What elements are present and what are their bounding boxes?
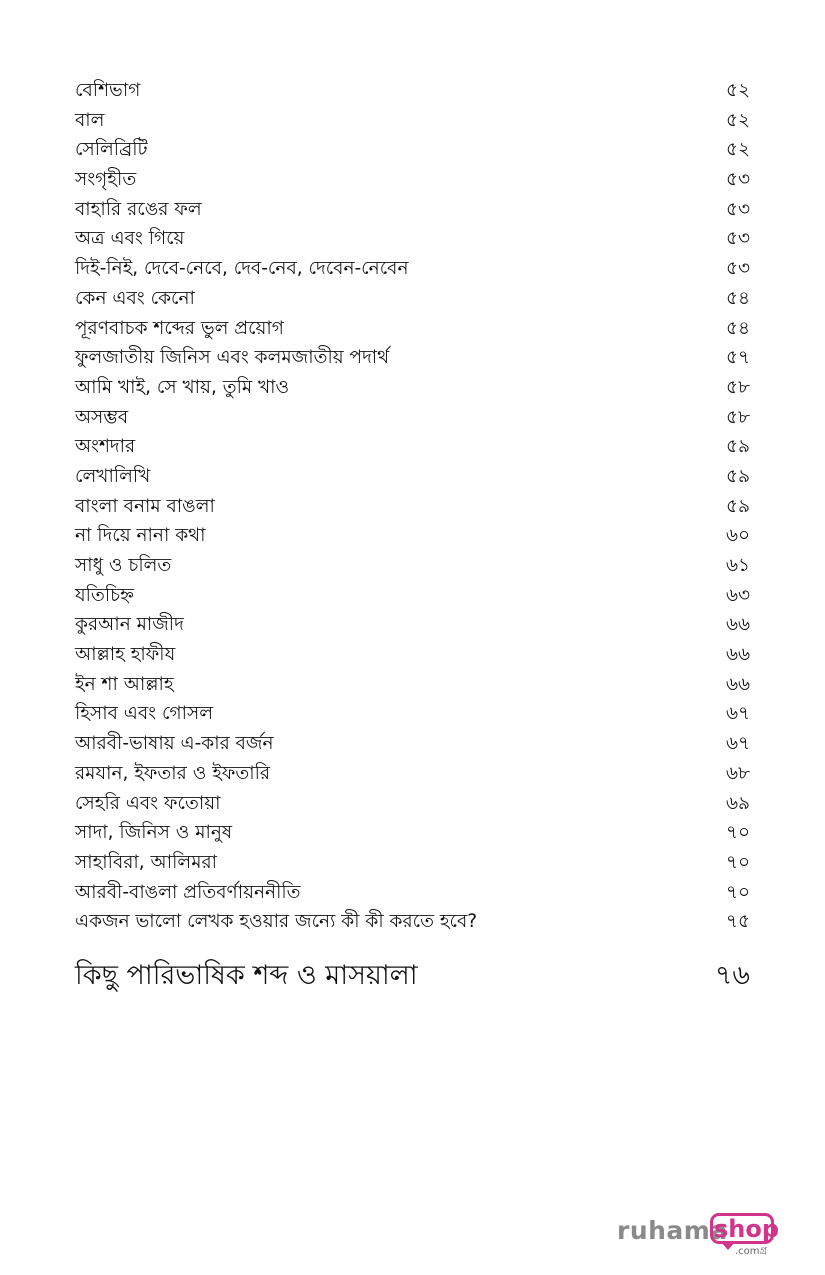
toc-entry-page: ৫৮ <box>725 376 750 398</box>
toc-entry-title: আল্লাহ হাফীয <box>75 644 176 666</box>
toc-entry-page: ৬৭ <box>725 703 750 725</box>
toc-entry-title: অসম্ভব <box>75 406 129 428</box>
toc-entry <box>75 492 750 522</box>
toc-entry <box>75 284 750 314</box>
toc-entry <box>75 462 750 492</box>
toc-entry <box>75 610 750 640</box>
toc-entry-page: ৬০ <box>725 525 750 547</box>
toc-entry-title: সংগৃহীত <box>75 169 137 191</box>
logo-ruhama-text: ruhama <box>617 1216 728 1245</box>
publisher-logo <box>617 1210 782 1260</box>
toc-entry-title: সাহাবিরা, আলিমরা <box>75 851 218 873</box>
toc-entry-title: সেলিব্রিটি <box>75 139 148 161</box>
toc-entry-page: ৫২ <box>725 139 750 161</box>
toc-entry-page: ৫৪ <box>725 287 750 309</box>
toc-entry-page: ৫২ <box>725 80 750 101</box>
toc-entry-page: ৫৯ <box>725 495 750 517</box>
toc-entry <box>75 789 750 819</box>
toc-entry-title: হিসাব এবং গোসল <box>75 703 213 725</box>
toc-entry-page: ৫৭ <box>725 347 750 369</box>
toc-entry-title: দিই-নিই, দেবে-নেবে, দেব-নেব, দেবেন-নেবেন <box>75 258 409 280</box>
toc-entry-title: অত্র এবং গিয়ে <box>75 228 185 250</box>
toc-entry-title: যতিচিহ্ন <box>75 584 134 606</box>
toc-entry <box>75 106 750 136</box>
toc-entry-title: আমি খাই, সে খায়, তুমি খাও <box>75 376 290 398</box>
toc-entry-title: লেখালিখি <box>75 465 151 487</box>
toc-entry <box>75 165 750 195</box>
toc-entry-page: ৫৪ <box>725 317 750 339</box>
toc-entry <box>75 224 750 254</box>
toc-entry-title: সাধু ও চলিত <box>75 555 172 576</box>
toc-entry-page: ৫৩ <box>725 228 750 250</box>
table-of-contents <box>75 76 750 937</box>
toc-entry-page: ৭৫ <box>725 911 750 933</box>
toc-entry <box>75 195 750 225</box>
toc-entry-title: বাহারি রঙের ফল <box>75 198 202 220</box>
toc-entry <box>75 76 750 106</box>
toc-entry-title: ইন শা আল্লাহ <box>75 673 174 695</box>
toc-entry-title: বেশিভাগ <box>75 80 141 101</box>
toc-entry <box>75 759 750 789</box>
toc-entry-title: সেহরি এবং ফতোয়া <box>75 792 221 814</box>
toc-entry-page: ৬৩ <box>725 584 750 606</box>
toc-entry <box>75 432 750 462</box>
toc-entry-page: ৫৮ <box>725 406 750 428</box>
section-title: কিছু পারিভাষিক শব্দ ও মাসয়ালা <box>75 960 418 991</box>
section-page-number: ৭৬ <box>714 960 750 991</box>
toc-entry-title: একজন ভালো লেখক হওয়ার জন্যে কী কী করতে হবে? <box>75 911 478 933</box>
toc-entry <box>75 403 750 433</box>
toc-entry-page: ৬১ <box>725 555 750 576</box>
toc-entry <box>75 551 750 581</box>
toc-entry <box>75 581 750 611</box>
toc-entry-page: ৭০ <box>725 851 750 873</box>
logo-shop-text: shop <box>714 1215 780 1243</box>
toc-entry-page: ৭০ <box>725 822 750 844</box>
toc-entry-page: ৫২ <box>725 109 750 131</box>
toc-entry-title: আরবী-বাঙলা প্রতিবর্ণায়ননীতি <box>75 881 301 903</box>
toc-entry-page: ৬৬ <box>725 614 750 636</box>
toc-entry <box>75 640 750 670</box>
toc-entry <box>75 521 750 551</box>
toc-entry-page: ৫৩ <box>725 198 750 220</box>
toc-entry-page: ৫৩ <box>725 169 750 191</box>
logo-domain-text: .comগ্র <box>735 1246 768 1257</box>
toc-entry-page: ৫৯ <box>725 465 750 487</box>
toc-entry-page: ৬৮ <box>725 762 750 784</box>
toc-entry <box>75 254 750 284</box>
toc-entry <box>75 670 750 700</box>
toc-entry <box>75 848 750 878</box>
toc-entry <box>75 135 750 165</box>
toc-entry <box>75 878 750 908</box>
toc-entry-title: বাংলা বনাম বাঙলা <box>75 495 215 517</box>
toc-entry-page: ৫৯ <box>725 436 750 458</box>
toc-entry <box>75 907 750 937</box>
toc-entry-title: রমযান, ইফতার ও ইফতারি <box>75 762 271 784</box>
section-heading <box>75 954 750 998</box>
toc-entry <box>75 699 750 729</box>
toc-entry-title: কুরআন মাজীদ <box>75 614 184 636</box>
toc-entry-page: ৬৯ <box>725 792 750 814</box>
toc-entry-title: অংশদার <box>75 436 136 458</box>
toc-entry-title: ফুলজাতীয় জিনিস এবং কলমজাতীয় পদার্থ <box>75 347 390 369</box>
toc-entry-page: ৬৭ <box>725 733 750 755</box>
toc-entry-page: ৫৩ <box>725 258 750 280</box>
toc-entry-title: সাদা, জিনিস ও মানুষ <box>75 822 233 844</box>
toc-entry-page: ৬৬ <box>725 644 750 666</box>
toc-entry-title: পূরণবাচক শব্দের ভুল প্রয়োগ <box>75 317 284 339</box>
toc-entry <box>75 343 750 373</box>
toc-entry-title: কেন এবং কেনো <box>75 287 195 309</box>
toc-entry <box>75 373 750 403</box>
toc-entry <box>75 818 750 848</box>
toc-entry-page: ৬৬ <box>725 673 750 695</box>
toc-entry-title: না দিয়ে নানা কথা <box>75 525 206 547</box>
toc-entry-title: বাল <box>75 109 105 131</box>
toc-entry <box>75 729 750 759</box>
toc-entry-page: ৭০ <box>725 881 750 903</box>
toc-entry <box>75 314 750 344</box>
toc-entry-title: আরবী-ভাষায় এ-কার বর্জন <box>75 733 274 755</box>
